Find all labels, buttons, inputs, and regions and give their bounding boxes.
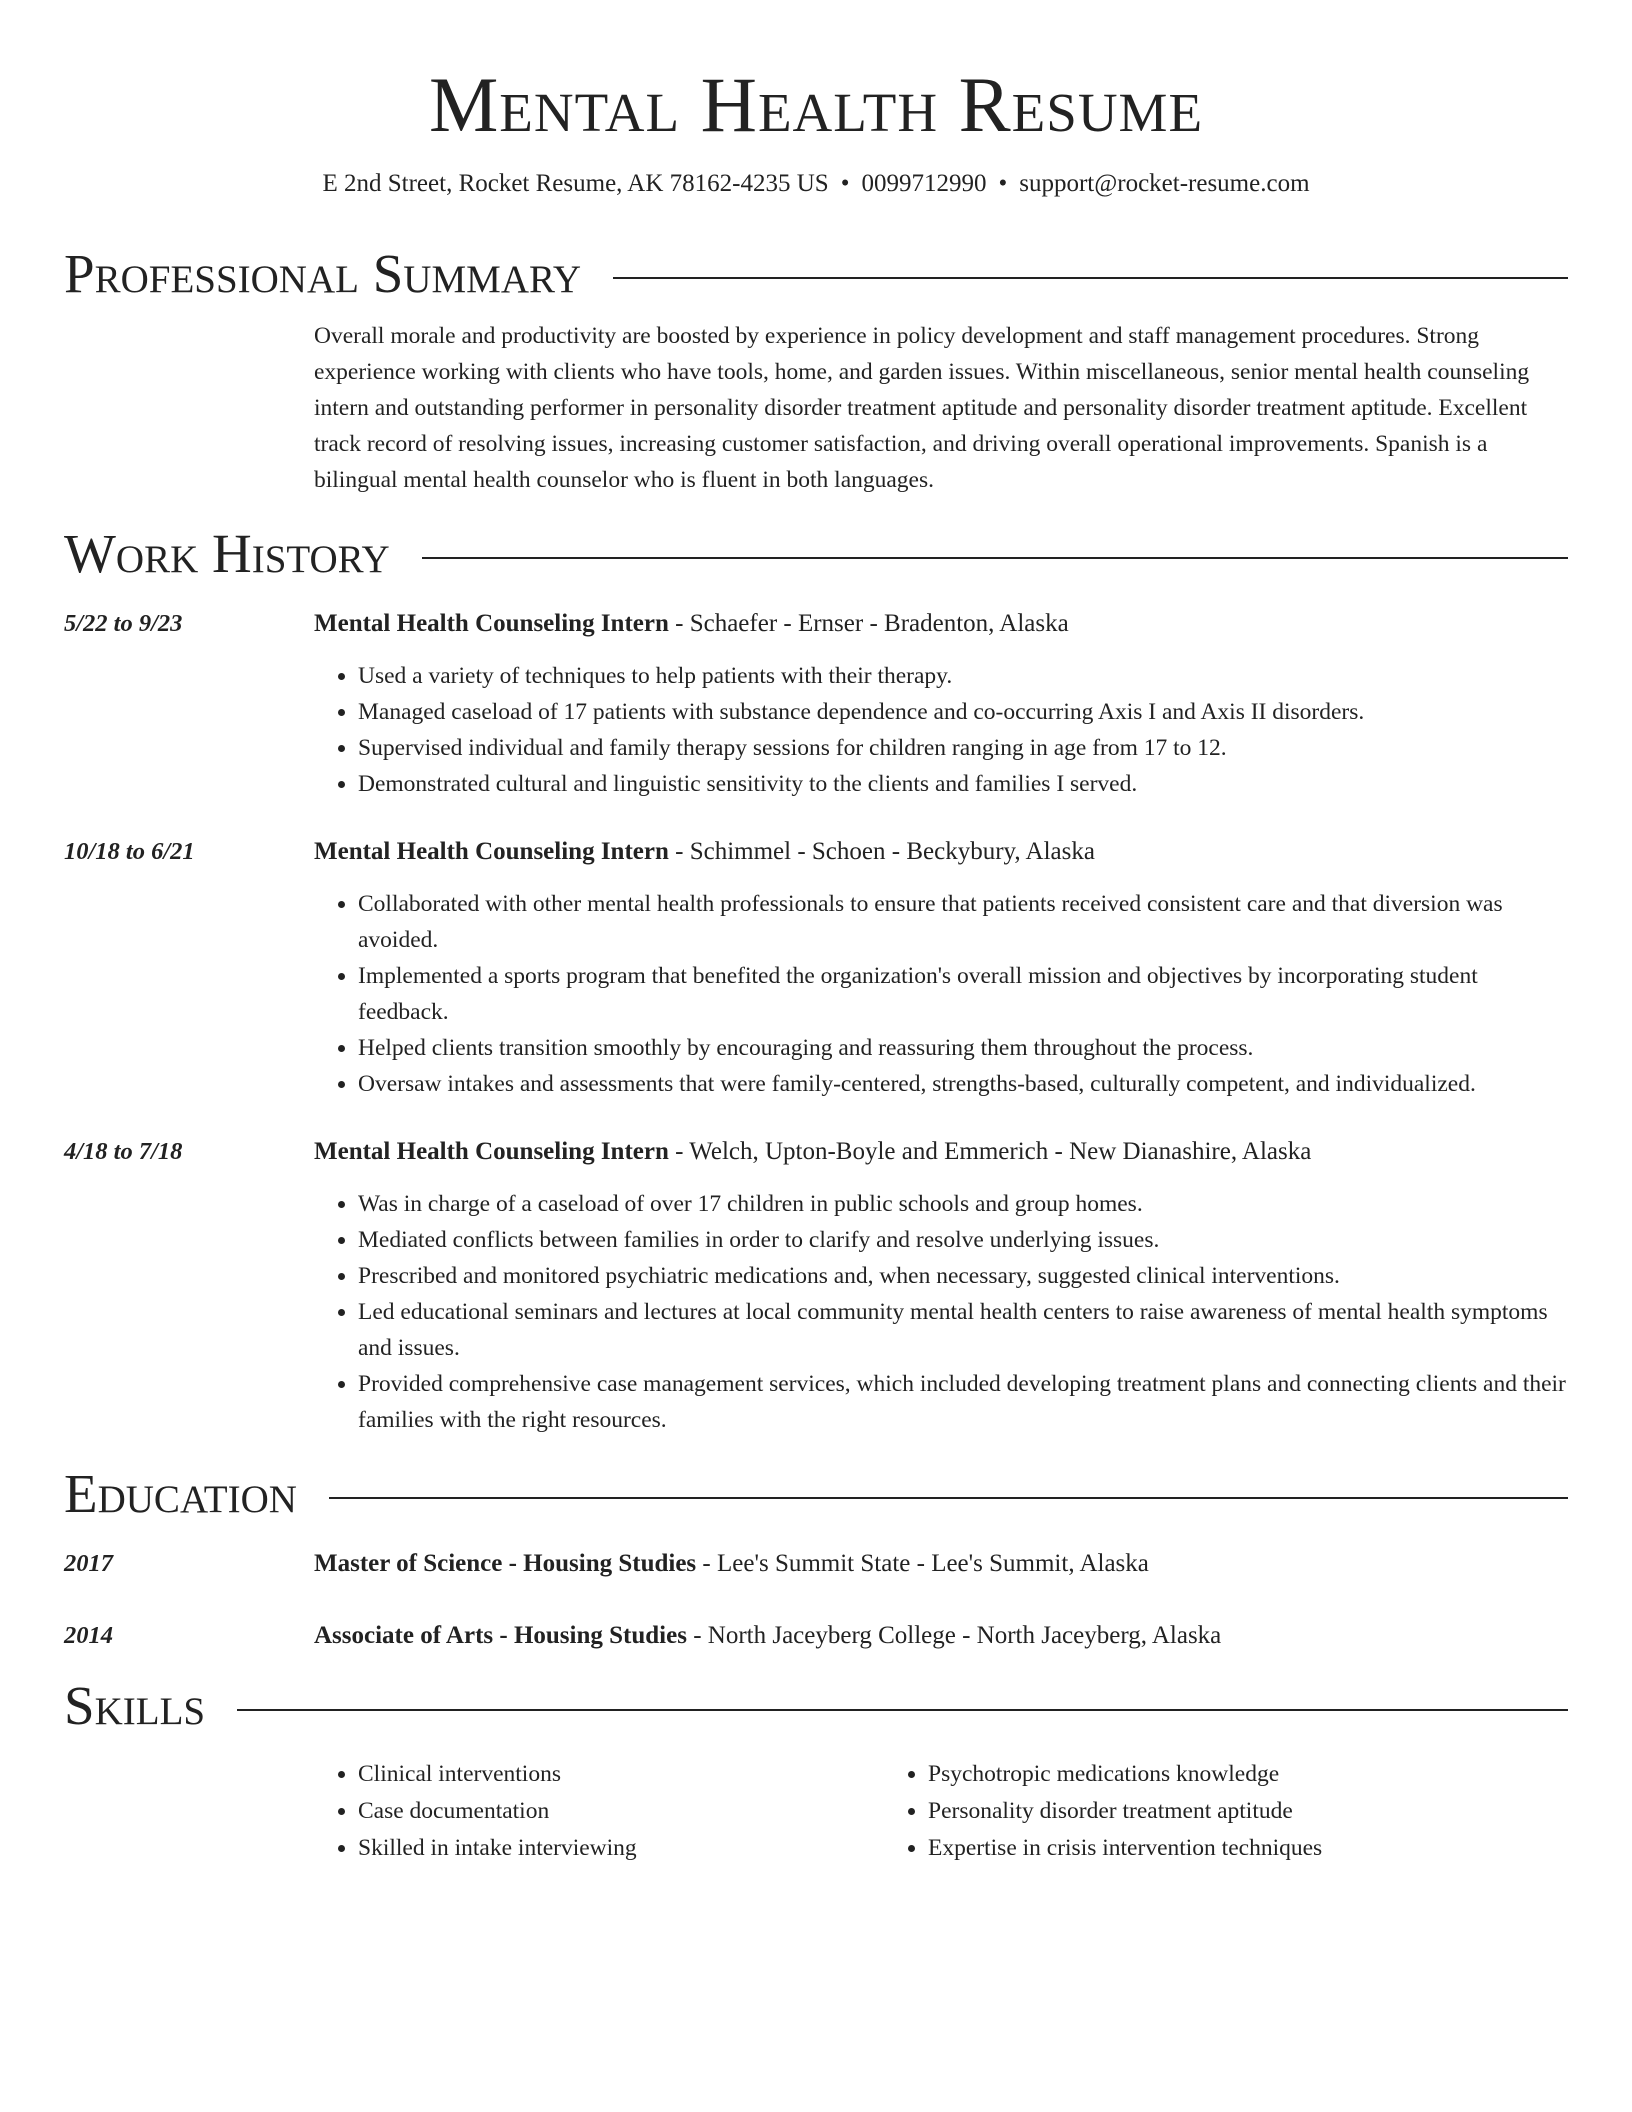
skill-item: • Expertise in crisis intervention techniques [928, 1830, 1454, 1867]
education-details: - North Jaceyberg College - North Jaceyberg, Alaska [686, 1622, 1222, 1649]
job-details: - Schimmel - Schoen - Beckybury, Alaska [668, 838, 1095, 865]
skill-item: • Personality disorder treatment aptitude [928, 1793, 1454, 1830]
job-bullets [314, 1186, 1568, 1438]
skills-column-right [884, 1756, 1454, 1867]
section-divider [613, 277, 1568, 279]
contact-email: support@rocket-resume.com [1019, 170, 1310, 197]
job-title: Mental Health Counseling Intern [314, 1138, 669, 1165]
job-entry [64, 1134, 1568, 1438]
job-heading [314, 1134, 1568, 1170]
job-entry [64, 606, 1568, 802]
job-title: Mental Health Counseling Intern [314, 838, 669, 865]
job-heading [314, 606, 1568, 642]
job-body [314, 606, 1568, 802]
job-entry [64, 834, 1568, 1102]
job-dates: 5/22 to 9/23 [64, 610, 183, 637]
resume-title: Mental Health Resume [428, 61, 1204, 148]
job-bullet: • Implemented a sports program that benefited the organization's overall mission and objectives by incorporating student feedback. [358, 958, 1568, 1030]
summary-heading: Professional Summary [64, 243, 582, 304]
summary-section-header [64, 242, 1568, 306]
job-dates: 10/18 to 6/21 [64, 838, 195, 865]
contact-address: E 2nd Street, Rocket Resume, AK 78162-4235 US [322, 170, 829, 197]
education-section-header [64, 1462, 1568, 1526]
skill-item: • Skilled in intake interviewing [358, 1830, 884, 1867]
contact-phone: 0099712990 [861, 170, 987, 197]
job-bullet: • Mediated conflicts between families in order to clarify and resolve underlying issues. [358, 1222, 1568, 1258]
job-details: - Welch, Upton-Boyle and Emmerich - New Dianashire, Alaska [668, 1138, 1312, 1165]
education-degree: Master of Science - Housing Studies [314, 1550, 697, 1577]
work-heading: Work History [64, 523, 390, 584]
education-degree: Associate of Arts - Housing Studies [314, 1622, 687, 1649]
job-bullet: • Collaborated with other mental health professionals to ensure that patients received consistent care and that diversion was avoided. [358, 886, 1568, 958]
job-bullet: • Led educational seminars and lectures at local community mental health centers to raise awareness of mental health symptoms and issues. [358, 1294, 1568, 1366]
education-body [314, 1546, 1568, 1582]
job-bullet: • Was in charge of a caseload of over 17 children in public schools and group homes. [358, 1186, 1568, 1222]
job-bullet: • Provided comprehensive case management services, which included developing treatment plans and connecting clients and their families with the right resources. [358, 1366, 1568, 1438]
job-bullet: • Used a variety of techniques to help patients with their therapy. [358, 658, 1568, 694]
job-bullets [314, 886, 1568, 1102]
job-bullets [314, 658, 1568, 802]
section-divider [237, 1709, 1568, 1711]
job-bullet: • Helped clients transition smoothly by encouraging and reassuring them throughout the process. [358, 1030, 1568, 1066]
job-body [314, 1134, 1568, 1438]
education-body [314, 1618, 1568, 1654]
section-divider [422, 557, 1568, 559]
work-section-header [64, 522, 1568, 586]
education-heading-line [314, 1618, 1568, 1654]
skills-section-header [64, 1674, 1568, 1738]
job-bullet: • Demonstrated cultural and linguistic sensitivity to the clients and families I served. [358, 766, 1568, 802]
job-bullet: • Managed caseload of 17 patients with substance dependence and co-occurring Axis I and Axis II disorders. [358, 694, 1568, 730]
job-title: Mental Health Counseling Intern [314, 610, 669, 637]
job-details: - Schaefer - Ernser - Bradenton, Alaska [668, 610, 1069, 637]
section-divider [329, 1497, 1568, 1499]
contact-separator: • [840, 170, 850, 197]
education-heading-line [314, 1546, 1568, 1582]
skills-heading: Skills [64, 1675, 206, 1736]
job-bullet: • Prescribed and monitored psychiatric medications and, when necessary, suggested clinical interventions. [358, 1258, 1568, 1294]
education-year: 2014 [64, 1622, 113, 1649]
job-bullet: • Oversaw intakes and assessments that were family-centered, strengths-based, culturally competent, and individualized. [358, 1066, 1568, 1102]
job-body [314, 834, 1568, 1102]
education-year: 2017 [64, 1550, 113, 1577]
education-details: - Lee's Summit State - Lee's Summit, Alaska [696, 1550, 1149, 1577]
education-entry [64, 1546, 1568, 1582]
job-heading [314, 834, 1568, 870]
skill-item: • Case documentation [358, 1793, 884, 1830]
skills-column-left [314, 1756, 884, 1867]
contact-line [64, 168, 1568, 200]
job-bullet: • Supervised individual and family therapy sessions for children ranging in age from 17 to 12. [358, 730, 1568, 766]
summary-text: Overall morale and productivity are boosted by experience in policy development and staff management procedures. Strong experience working with clients who have tools, home, and garden issues. Within miscellaneous, senior mental health counseling intern and outstanding performer in personality disorder treatment aptitude and personality disorder treatment aptitude. Excellent track record of resolving issues, increasing customer satisfaction, and driving overall operational improvements. Spanish is a bilingual mental health counselor who is fluent in both languages. [314, 323, 1530, 493]
skill-item: • Clinical interventions [358, 1756, 884, 1793]
contact-separator: • [998, 170, 1008, 197]
job-dates: 4/18 to 7/18 [64, 1138, 183, 1165]
skill-item: • Psychotropic medications knowledge [928, 1756, 1454, 1793]
skills-list [314, 1756, 1568, 1867]
education-entry [64, 1618, 1568, 1654]
education-heading: Education [64, 1463, 297, 1524]
